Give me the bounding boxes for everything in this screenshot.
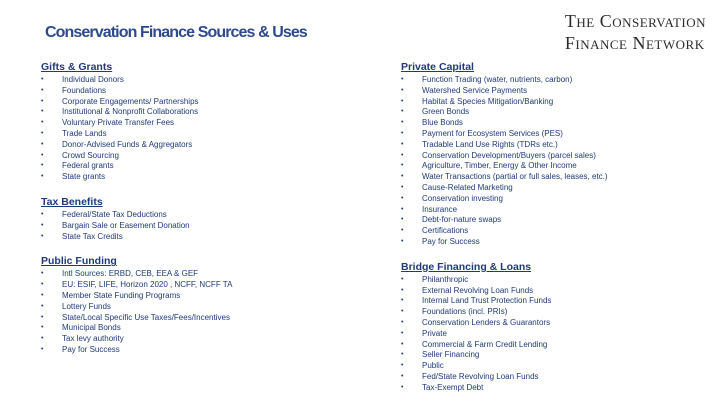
list-item: • Individual Donors [41,75,371,86]
left-column [41,61,371,369]
list-item: • Municipal Bonds [41,323,371,334]
list-item: • Bargain Sale or Easement Donation [41,221,371,232]
list-item: • Green Bonds [401,107,711,118]
section-bridge-financing-loans [401,261,711,394]
list-item: • Pay for Success [401,237,711,248]
list-item: • Tradable Land Use Rights (TDRs etc.) [401,140,711,151]
section-heading: Bridge Financing & Loans [401,260,532,273]
list-item: • Federal/State Tax Deductions [41,210,371,221]
bullet-list [41,269,371,355]
list-item: • Donor-Advised Funds & Aggregators [41,140,371,151]
list-item: • Voluntary Private Transfer Fees [41,118,371,129]
logo-line-1: The Conservation [564,11,706,31]
list-item: • Blue Bonds [401,118,711,129]
list-item: • Seller Financing [401,350,711,361]
list-item: • External Revolving Loan Funds [401,286,711,297]
bullet-list [41,210,371,242]
list-item: • Conservation Lenders & Guarantors [401,318,711,329]
section-heading: Private Capital [401,61,474,73]
list-item: • Crowd Sourcing [41,151,371,162]
list-item: • EU: ESIF, LIFE, Horizon 2020 , NCFF, NCFF TA [41,280,371,291]
list-item: • Intl Sources: ERBD, CEB, EEA & GEF [41,269,371,280]
logo-line-2: Finance Network [564,33,705,53]
list-item: • Public [401,361,711,372]
list-item: • Corporate Engagements/ Partnerships [41,97,371,108]
section-heading: Public Funding [41,255,117,268]
list-item: • Philanthropic [401,275,711,286]
list-item: • Payment for Ecosystem Services (PES) [401,129,711,140]
list-item: • State/Local Specific Use Taxes/Fees/Incentives [41,313,371,324]
list-item: • Tax levy authority [41,334,371,345]
list-item: • State grants [41,172,371,183]
list-item: • Conservation Development/Buyers (parcel sales) [401,151,711,162]
bullet-list [401,275,711,394]
section-heading: Tax Benefits [41,195,103,208]
right-column [401,61,711,407]
list-item: • Cause-Related Marketing [401,183,711,194]
list-item: • Trade Lands [41,129,371,140]
list-item: • Pay for Success [41,345,371,356]
list-item: • Debt-for-nature swaps [401,215,711,226]
list-item: • Water Transactions (partial or full sales, leases, etc.) [401,172,711,183]
section-heading: Gifts & Grants [41,61,113,73]
list-item: • Agriculture, Timber, Energy & Other Income [401,161,711,172]
list-item: • Foundations (incl. PRIs) [401,307,711,318]
section-gifts-grants [41,61,371,183]
list-item: • State Tax Credits [41,232,371,243]
list-item: • Fed/State Revolving Loan Funds [401,372,711,383]
section-private-capital [401,61,711,248]
list-item: • Certifications [401,226,711,237]
section-tax-benefits [41,196,371,242]
list-item: • Tax-Exempt Debt [401,383,711,394]
page-title: Conservation Finance Sources & Uses [45,24,307,41]
list-item: • Conservation investing [401,194,711,205]
list-item: • Watershed Service Payments [401,86,711,97]
list-item: • Insurance [401,205,711,216]
list-item: • Foundations [41,86,371,97]
list-item: • Commercial & Farm Credit Lending [401,340,711,351]
list-item: • Private [401,329,711,340]
list-item: • Function Trading (water, nutrients, carbon) [401,75,711,86]
list-item: • Federal grants [41,161,371,172]
list-item: • Lottery Funds [41,302,371,313]
bullet-list [41,75,371,183]
section-public-funding [41,255,371,355]
network-logo [565,10,706,54]
bullet-list [401,75,711,248]
list-item: • Member State Funding Programs [41,291,371,302]
list-item: • Habitat & Species Mitigation/Banking [401,97,711,108]
list-item: • Internal Land Trust Protection Funds [401,296,711,307]
list-item: • Institutional & Nonprofit Collaborations [41,107,371,118]
